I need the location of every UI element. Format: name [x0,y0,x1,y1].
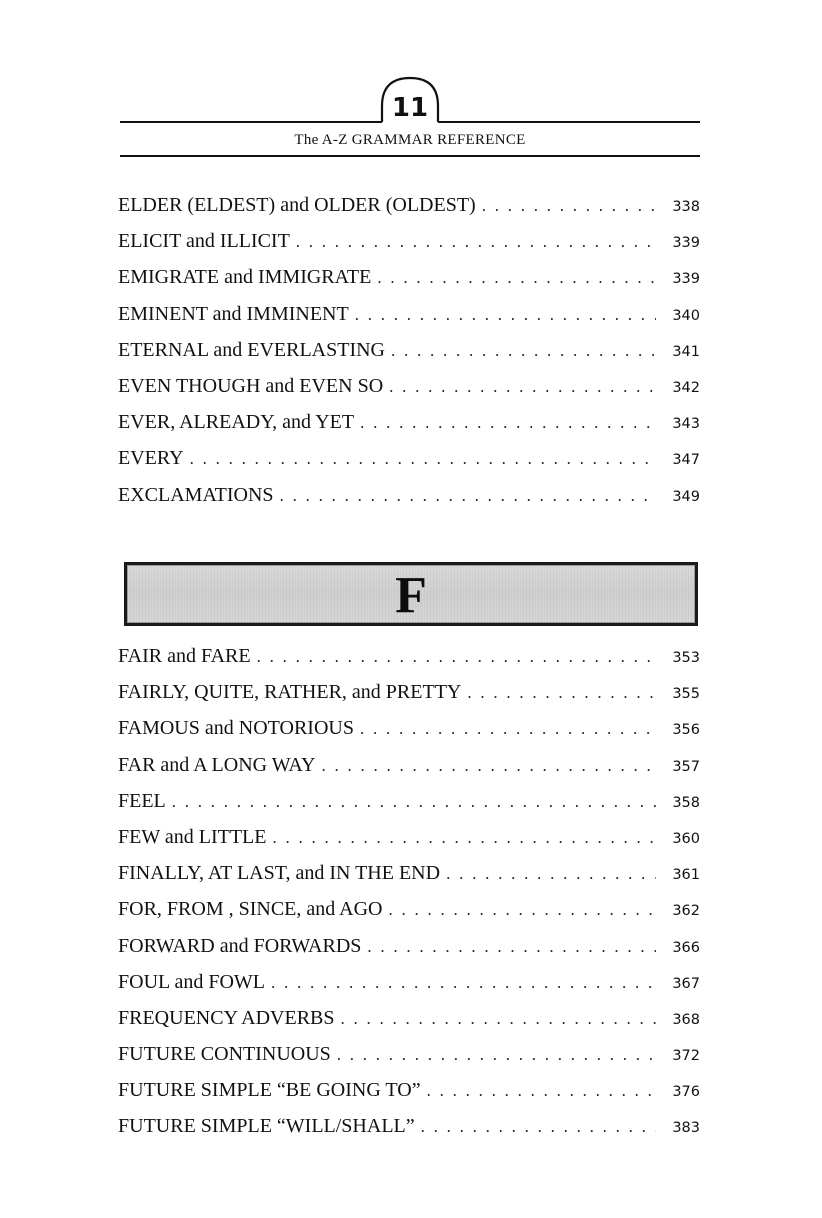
toc-entry-page: 357 [672,758,700,775]
toc-entry-page: 366 [672,939,700,956]
toc-entry-title: ETERNAL and EVERLASTING [118,338,385,361]
toc-entry-page: 342 [672,379,700,396]
toc-entry[interactable] [118,447,700,483]
toc-entry-page: 339 [672,271,700,288]
toc-entry-title: FAIRLY, QUITE, RATHER, and PRETTY [118,681,462,704]
toc-entry[interactable] [118,194,700,230]
toc-entry[interactable] [118,1007,700,1043]
toc-entry-title: EVER, ALREADY, and YET [118,411,355,434]
toc-entry[interactable] [118,826,700,862]
dot-leader [360,719,656,739]
toc-entry-page: 353 [672,650,700,666]
dot-leader [172,792,656,812]
dot-leader [427,1081,656,1101]
toc-entry[interactable] [118,339,700,375]
dot-leader [321,756,656,776]
toc-entry-title: FAR and A LONG WAY [118,753,316,776]
dot-leader [360,413,656,433]
dot-leader [355,305,656,325]
toc-entry[interactable] [118,717,700,753]
dot-leader [190,449,656,469]
toc-entry[interactable] [118,645,700,681]
dot-leader [271,973,656,993]
toc-entry-page: 355 [672,686,700,703]
toc-entry-page: 376 [672,1084,700,1101]
toc-entry-title: FINALLY, AT LAST, and IN THE END [118,862,441,885]
toc-entry-title: FAIR and FARE [118,645,251,667]
toc-entry-title: FUTURE CONTINUOUS [118,1043,331,1066]
toc-list-e [118,194,700,520]
running-title: The A-Z GRAMMAR REFERENCE [294,132,526,148]
toc-entry[interactable] [118,790,700,826]
toc-entry-title: ELDER (ELDEST) and OLDER (OLDEST) [118,194,476,216]
toc-entry-page: 349 [672,488,700,505]
toc-entry-title: EMINENT and IMMINENT [118,302,349,325]
page-header [120,76,700,166]
toc-list-f [118,645,700,1152]
toc-entry[interactable] [118,935,700,971]
toc-entry-page: 362 [672,903,700,920]
toc-entry[interactable] [118,971,700,1007]
dot-leader [421,1117,656,1137]
toc-entry[interactable] [118,484,700,520]
toc-entry-title: EVERY [118,447,184,470]
toc-entry-page: 367 [672,975,700,992]
toc-entry[interactable] [118,681,700,717]
toc-entry-page: 358 [672,794,700,811]
toc-entry-page: 341 [672,343,700,360]
toc-entry[interactable] [118,1079,700,1115]
toc-entry-title: FEW and LITTLE [118,825,267,848]
toc-entry-title: FORWARD and FORWARDS [118,934,362,957]
toc-entry-page: 338 [672,199,700,215]
dot-leader [272,828,656,848]
toc-entry[interactable] [118,375,700,411]
section-letter: F [395,567,427,624]
toc-entry-page: 368 [672,1011,700,1028]
dot-leader [446,864,656,884]
dot-leader [367,937,656,957]
dot-leader [337,1045,656,1065]
toc-entry-title: EVEN THOUGH and EVEN SO [118,374,384,397]
dot-leader [389,377,656,397]
toc-entry-title: FEEL [118,789,166,812]
toc-entry-page: 361 [672,867,700,884]
toc-entry-title: FREQUENCY ADVERBS [118,1006,335,1029]
dot-leader [377,268,656,288]
section-banner-f [124,562,698,626]
toc-entry[interactable] [118,898,700,934]
toc-entry-page: 347 [672,452,700,469]
toc-entry[interactable] [118,303,700,339]
dot-leader [257,647,656,667]
toc-entry[interactable] [118,862,700,898]
toc-entry-page: 340 [672,307,700,324]
dot-leader [482,196,656,216]
toc-entry[interactable] [118,1043,700,1079]
toc-entry-title: FAMOUS and NOTORIOUS [118,717,354,740]
toc-entry-title: EMIGRATE and IMMIGRATE [118,266,372,289]
toc-entry-title: FUTURE SIMPLE “BE GOING TO” [118,1079,421,1102]
dot-leader [467,683,656,703]
dot-leader [391,341,656,361]
toc-entry[interactable] [118,1115,700,1151]
toc-entry[interactable] [118,266,700,302]
toc-entry-title: FOUL and FOWL [118,970,266,993]
toc-entry-title: EXCLAMATIONS [118,483,274,506]
toc-entry[interactable] [118,754,700,790]
toc-entry-page: 383 [672,1120,700,1137]
toc-entry[interactable] [118,230,700,266]
toc-entry-page: 343 [672,416,700,433]
toc-entry[interactable] [118,411,700,447]
dot-leader [341,1009,656,1029]
toc-entry-page: 356 [672,722,700,739]
dot-leader [296,232,656,252]
toc-entry-page: 339 [672,235,700,252]
chapter-number: 11 [391,93,429,123]
dot-leader [280,486,656,506]
toc-entry-title: FUTURE SIMPLE “WILL/SHALL” [118,1115,415,1138]
toc-entry-title: ELICIT and ILLICIT [118,230,290,253]
toc-entry-page: 360 [672,830,700,847]
toc-entry-title: FOR, FROM , SINCE, and AGO [118,898,383,921]
toc-entry-page: 372 [672,1048,700,1065]
dot-leader [388,900,656,920]
